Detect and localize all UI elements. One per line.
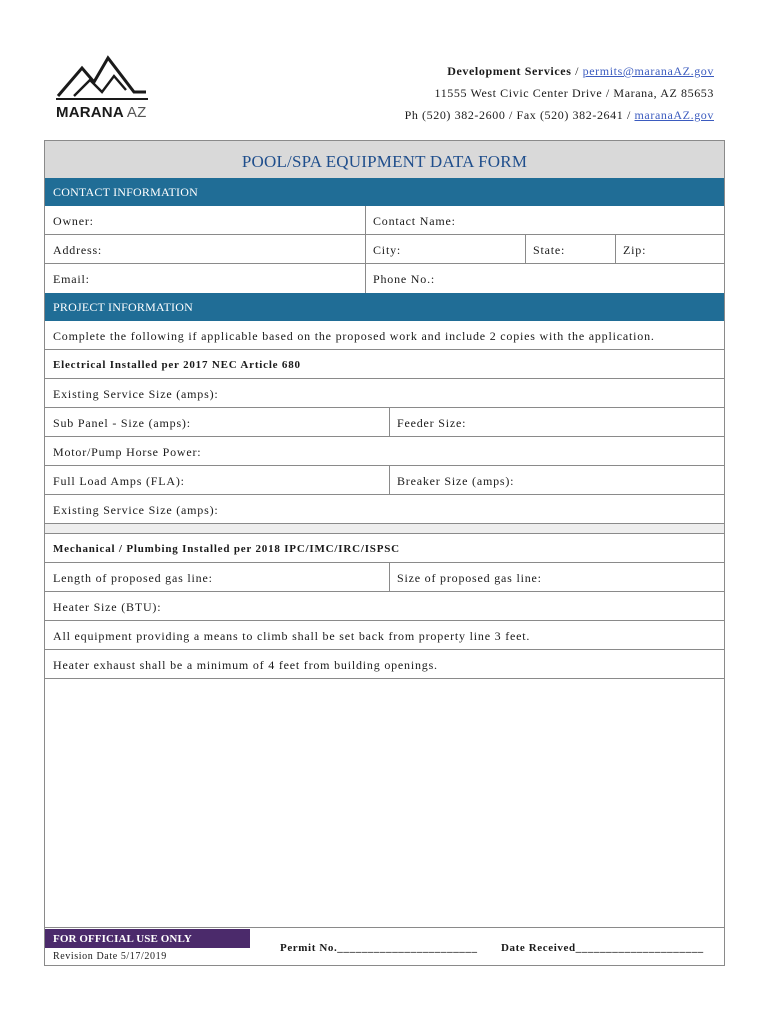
breaker-size-field[interactable]: Breaker Size (amps): bbox=[397, 474, 515, 488]
climb-note-row bbox=[45, 621, 724, 650]
project-section-header: PROJECT INFORMATION bbox=[45, 293, 724, 321]
section-spacer bbox=[45, 524, 724, 534]
mountain-logo-icon bbox=[52, 52, 152, 104]
contact-name-field[interactable]: Contact Name: bbox=[373, 214, 456, 228]
department-name: Development Services bbox=[447, 64, 572, 78]
separator: / bbox=[571, 64, 583, 78]
electrical-heading: Electrical Installed per 2017 NEC Article 680 bbox=[53, 359, 301, 371]
heater-size-field[interactable]: Heater Size (BTU): bbox=[53, 600, 162, 614]
existing-service-field-1[interactable]: Existing Service Size (amps): bbox=[53, 387, 219, 401]
existing-service-row-2 bbox=[45, 495, 724, 524]
contact-row-2 bbox=[45, 235, 724, 264]
header-line-1 bbox=[405, 60, 714, 82]
exhaust-note: Heater exhaust shall be a minimum of 4 feet from building openings. bbox=[53, 658, 438, 672]
mechanical-heading-row bbox=[45, 534, 724, 563]
phone-fax: Ph (520) 382-2600 / Fax (520) 382-2641 / bbox=[404, 108, 635, 122]
email-field[interactable]: Email: bbox=[53, 272, 90, 286]
gas-line-length-field[interactable]: Length of proposed gas line: bbox=[53, 571, 213, 585]
header-line-3 bbox=[405, 104, 714, 126]
contact-row-1 bbox=[45, 206, 724, 235]
state-field[interactable]: State: bbox=[533, 243, 566, 257]
mechanical-heading: Mechanical / Plumbing Installed per 2018 IPC/IMC/IRC/ISPSC bbox=[53, 543, 400, 555]
phone-field[interactable]: Phone No.: bbox=[373, 272, 435, 286]
form-title: POOL/SPA EQUIPMENT DATA FORM bbox=[45, 141, 724, 178]
feeder-size-field[interactable]: Feeder Size: bbox=[397, 416, 467, 430]
permit-number-field[interactable]: Permit No._______________________ bbox=[280, 942, 478, 954]
full-load-row bbox=[45, 466, 724, 495]
logo-wordmark bbox=[56, 104, 146, 121]
pool-spa-form bbox=[44, 140, 725, 966]
logo-name: MARANA bbox=[56, 104, 124, 121]
header-address: 11555 West Civic Center Drive / Marana, AZ 85653 bbox=[434, 86, 714, 100]
existing-service-field-2[interactable]: Existing Service Size (amps): bbox=[53, 503, 219, 517]
header-contact-info bbox=[405, 60, 714, 126]
logo-suffix: AZ bbox=[126, 104, 147, 121]
sub-panel-field[interactable]: Sub Panel - Size (amps): bbox=[53, 416, 191, 430]
motor-pump-field[interactable]: Motor/Pump Horse Power: bbox=[53, 445, 202, 459]
instructions-row bbox=[45, 321, 724, 350]
exhaust-note-row bbox=[45, 650, 724, 679]
revision-date: Revision Date 5/17/2019 bbox=[53, 951, 167, 962]
gas-line-size-field[interactable]: Size of proposed gas line: bbox=[397, 571, 542, 585]
email-link[interactable]: permits@maranaAZ.gov bbox=[582, 64, 714, 78]
electrical-heading-row bbox=[45, 350, 724, 379]
contact-section-header: CONTACT INFORMATION bbox=[45, 178, 724, 206]
official-use-banner: FOR OFFICIAL USE ONLY bbox=[45, 929, 250, 948]
contact-row-3 bbox=[45, 264, 724, 293]
address-field[interactable]: Address: bbox=[53, 243, 103, 257]
footer-divider bbox=[45, 927, 724, 928]
date-received-field[interactable]: Date Received_____________________ bbox=[501, 942, 704, 954]
notes-area[interactable] bbox=[45, 679, 724, 927]
full-load-field[interactable]: Full Load Amps (FLA): bbox=[53, 474, 185, 488]
climb-note: All equipment providing a means to climb shall be set back from property line 3 feet. bbox=[53, 629, 531, 643]
heater-size-row bbox=[45, 592, 724, 621]
website-link[interactable]: maranaAZ.gov bbox=[634, 108, 714, 122]
gas-line-row bbox=[45, 563, 724, 592]
motor-pump-row bbox=[45, 437, 724, 466]
sub-panel-row bbox=[45, 408, 724, 437]
city-field[interactable]: City: bbox=[373, 243, 402, 257]
zip-field[interactable]: Zip: bbox=[623, 243, 647, 257]
marana-logo bbox=[52, 52, 152, 124]
existing-service-row-1 bbox=[45, 379, 724, 408]
owner-field[interactable]: Owner: bbox=[53, 214, 94, 228]
instructions-text: Complete the following if applicable based on the proposed work and include 2 copies with the application. bbox=[53, 329, 655, 343]
